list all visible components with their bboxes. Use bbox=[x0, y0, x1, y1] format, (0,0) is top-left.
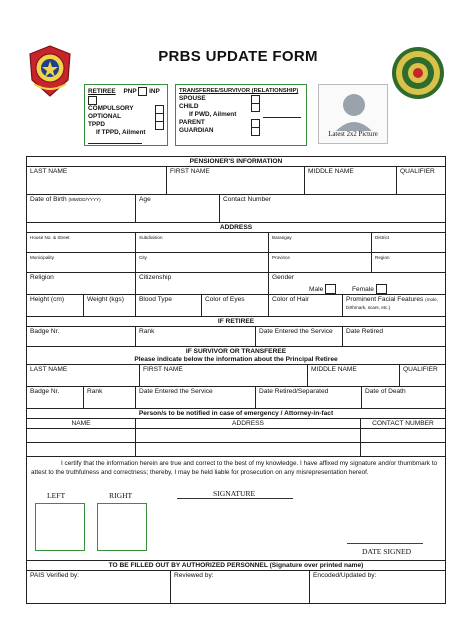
certification-text: I certify that the information herein are true and correct to the best of my knowledge. I have affixed my signature and/or thumbmark to attest to the truthfulness and correctness; thereby, I may be held liable for prosecution on any misrepresentation hereof. bbox=[31, 460, 438, 476]
form-title: PRBS UPDATE FORM bbox=[158, 48, 318, 65]
hair-color-label: Color of Hair bbox=[272, 296, 310, 303]
pensioner-heading: PENSIONER'S INFORMATION bbox=[189, 158, 283, 165]
facial-features-note: (mole, birthmark, scars, etc.) bbox=[346, 297, 438, 310]
barangay-field[interactable] bbox=[268, 233, 371, 252]
height-label: Height (cm) bbox=[30, 296, 65, 303]
guardian-label: GUARDIAN bbox=[179, 127, 214, 134]
contact-number-field[interactable] bbox=[219, 195, 445, 222]
reviewed-by-field[interactable] bbox=[170, 571, 309, 603]
principal-last-name-label: LAST NAME bbox=[30, 366, 68, 373]
compulsory-label: COMPULSORY bbox=[88, 105, 134, 113]
municipality-label: Municipality bbox=[30, 255, 54, 260]
transferee-type-box bbox=[175, 84, 307, 146]
district-label: District bbox=[375, 235, 390, 240]
province-label: Province bbox=[272, 255, 290, 260]
citizenship-label: Citizenship bbox=[139, 274, 172, 281]
pensioner-last-name-label: LAST NAME bbox=[30, 168, 68, 175]
gender-label: Gender bbox=[272, 274, 294, 281]
right-thumbmark-box[interactable] bbox=[97, 503, 147, 551]
parent-label: PARENT bbox=[179, 119, 205, 126]
pensioner-first-name-label: FIRST NAME bbox=[170, 168, 210, 175]
citizenship-field[interactable] bbox=[135, 273, 268, 294]
gender-field bbox=[268, 273, 445, 294]
subdivision-label: Subdivision bbox=[139, 235, 163, 240]
inp-label: INP bbox=[149, 88, 160, 96]
encoded-by-label: Encoded/Updated by: bbox=[313, 572, 377, 579]
principal-date-entered-field[interactable] bbox=[135, 387, 255, 408]
retiree-date-retired-label: Date Retired bbox=[346, 328, 384, 335]
retiree-label: RETIREE bbox=[88, 88, 116, 96]
tppd-ailment-label: If TPPD, Ailment bbox=[96, 129, 146, 137]
weight-field[interactable] bbox=[83, 295, 135, 316]
principal-date-death-label: Date of Death bbox=[365, 388, 406, 395]
retiree-rank-label: Rank bbox=[139, 328, 155, 335]
tppd-ailment-line[interactable] bbox=[88, 137, 142, 144]
eye-color-field[interactable] bbox=[201, 295, 268, 316]
encoded-by-field[interactable] bbox=[309, 571, 445, 603]
avatar-icon bbox=[319, 85, 389, 131]
dob-field[interactable] bbox=[27, 195, 135, 222]
principal-date-death-field[interactable] bbox=[361, 387, 445, 408]
subdivision-field[interactable] bbox=[135, 233, 268, 252]
address-heading: ADDRESS bbox=[219, 224, 253, 231]
pensioner-qualifier-field[interactable] bbox=[396, 167, 445, 194]
barangay-label: Barangay bbox=[272, 235, 292, 240]
principal-date-entered-label: Date Entered the Service bbox=[139, 388, 213, 395]
emergency-address-header: ADDRESS bbox=[135, 419, 360, 428]
pnp-label: PNP bbox=[123, 88, 137, 96]
emergency-contact-cell[interactable] bbox=[360, 429, 445, 442]
age-field[interactable] bbox=[135, 195, 219, 222]
female-label: Female bbox=[351, 285, 374, 293]
certification-block bbox=[27, 457, 445, 560]
pensioner-last-name-field[interactable] bbox=[27, 167, 166, 194]
city-label: City bbox=[139, 255, 147, 260]
retiree-type-box bbox=[84, 84, 168, 146]
optional-label: OPTIONAL bbox=[88, 113, 122, 121]
region-label: Region bbox=[375, 255, 390, 260]
emergency-address-cell[interactable] bbox=[135, 443, 360, 456]
retiree-date-entered-field[interactable] bbox=[255, 327, 342, 346]
guardian-checkbox[interactable] bbox=[251, 127, 260, 136]
tppd-label: TPPD bbox=[88, 121, 106, 129]
emergency-name-header: NAME bbox=[71, 420, 91, 427]
emergency-address-cell[interactable] bbox=[135, 429, 360, 442]
emergency-name-cell[interactable] bbox=[27, 429, 135, 442]
dob-format: (MM/DD/YYYY) bbox=[68, 197, 101, 202]
principal-date-retired-field[interactable] bbox=[255, 387, 361, 408]
retiree-date-entered-label: Date Entered the Service bbox=[259, 328, 333, 335]
pnp-checkbox[interactable] bbox=[138, 87, 147, 96]
authorized-heading: TO BE FILLED OUT BY AUTHORIZED PERSONNEL (Signature over printed name) bbox=[108, 562, 364, 569]
male-checkbox[interactable] bbox=[325, 284, 336, 294]
contact-number-label: Contact Number bbox=[223, 196, 272, 203]
height-field[interactable] bbox=[27, 295, 83, 316]
principal-middle-name-field[interactable] bbox=[307, 365, 399, 386]
age-label: Age bbox=[139, 196, 151, 203]
principal-date-retired-label: Date Retired/Separated bbox=[259, 388, 329, 395]
date-signed-label: DATE SIGNED bbox=[362, 547, 412, 556]
transferee-heading: TRANSFEREE/SURVIVOR (RELATIONSHIP) bbox=[179, 88, 299, 94]
eye-color-label: Color of Eyes bbox=[205, 296, 245, 303]
province-field[interactable] bbox=[268, 253, 371, 272]
pwd-ailment-line[interactable] bbox=[263, 117, 301, 118]
date-signed-line[interactable] bbox=[347, 543, 423, 544]
reviewed-by-label: Reviewed by: bbox=[174, 572, 214, 579]
principal-last-name-field[interactable] bbox=[27, 365, 139, 386]
city-field[interactable] bbox=[135, 253, 268, 272]
facial-features-field[interactable] bbox=[342, 295, 445, 316]
left-thumb-label: LEFT bbox=[47, 491, 66, 500]
religion-label: Religion bbox=[30, 274, 54, 281]
emergency-heading: Person/s to be notified in case of emergency / Attorney-in-fact bbox=[138, 410, 334, 417]
pwd-ailment-label: If PWD, Ailment bbox=[189, 111, 237, 118]
male-label: Male bbox=[309, 285, 324, 293]
main-form-table bbox=[26, 156, 446, 604]
principal-badge-label: Badge Nr. bbox=[30, 388, 60, 395]
weight-label: Weight (kgs) bbox=[87, 296, 124, 303]
photo-caption: Latest 2x2 Picture bbox=[328, 131, 378, 138]
if-survivor-heading-block bbox=[27, 347, 445, 364]
district-field[interactable] bbox=[371, 233, 445, 252]
principal-middle-name-label: MIDDLE NAME bbox=[311, 366, 357, 373]
emergency-contact-header: CONTACT NUMBER bbox=[360, 419, 445, 428]
principal-qualifier-label: QUALIFIER bbox=[403, 366, 438, 373]
left-thumbmark-box[interactable] bbox=[35, 503, 85, 551]
pnp-logo bbox=[24, 44, 76, 98]
signature-label: SIGNATURE bbox=[213, 489, 256, 498]
pensioner-middle-name-field[interactable] bbox=[304, 167, 396, 194]
principal-rank-label: Rank bbox=[87, 388, 103, 395]
child-label: CHILD bbox=[179, 103, 199, 110]
photo-placeholder[interactable] bbox=[318, 84, 388, 144]
spouse-label: SPOUSE bbox=[179, 95, 206, 102]
female-checkbox[interactable] bbox=[376, 284, 387, 294]
if-survivor-heading: IF SURVIVOR OR TRANSFEREE bbox=[185, 348, 287, 355]
right-thumb-label: RIGHT bbox=[109, 491, 133, 500]
principal-first-name-label: FIRST NAME bbox=[143, 366, 183, 373]
dob-label: Date of Birth bbox=[30, 196, 67, 203]
municipality-field[interactable] bbox=[27, 253, 135, 272]
signature-line[interactable] bbox=[177, 498, 293, 499]
emergency-contact-cell[interactable] bbox=[360, 443, 445, 456]
blood-type-label: Blood Type bbox=[139, 296, 172, 303]
facial-features-label: Prominent Facial Features bbox=[346, 296, 424, 303]
if-retiree-heading: IF RETIREE bbox=[217, 318, 255, 325]
principal-badge-field[interactable] bbox=[27, 387, 83, 408]
agency-seal-logo bbox=[391, 46, 445, 100]
pensioner-qualifier-label: QUALIFIER bbox=[400, 168, 435, 175]
principal-qualifier-field[interactable] bbox=[399, 365, 445, 386]
blood-type-field[interactable] bbox=[135, 295, 201, 316]
region-field[interactable] bbox=[371, 253, 445, 272]
if-survivor-subheading: Please indicate below the information about the Principal Retiree bbox=[134, 356, 338, 363]
retiree-badge-field[interactable] bbox=[27, 327, 135, 346]
pensioner-first-name-field[interactable] bbox=[166, 167, 304, 194]
house-street-field[interactable] bbox=[27, 233, 135, 252]
principal-rank-field[interactable] bbox=[83, 387, 135, 408]
tppd-checkbox[interactable] bbox=[155, 121, 164, 130]
emergency-name-cell[interactable] bbox=[27, 443, 135, 456]
retiree-date-retired-field[interactable] bbox=[342, 327, 445, 346]
pais-verified-label: PAIS Verified by: bbox=[30, 572, 79, 579]
inp-checkbox[interactable] bbox=[88, 96, 97, 105]
pensioner-middle-name-label: MIDDLE NAME bbox=[308, 168, 354, 175]
house-street-label: House No. & Street bbox=[30, 235, 70, 240]
retiree-badge-label: Badge Nr. bbox=[30, 328, 60, 335]
religion-field[interactable] bbox=[27, 273, 135, 294]
retiree-rank-field[interactable] bbox=[135, 327, 255, 346]
pais-verified-field[interactable] bbox=[27, 571, 170, 603]
hair-color-field[interactable] bbox=[268, 295, 342, 316]
principal-first-name-field[interactable] bbox=[139, 365, 307, 386]
